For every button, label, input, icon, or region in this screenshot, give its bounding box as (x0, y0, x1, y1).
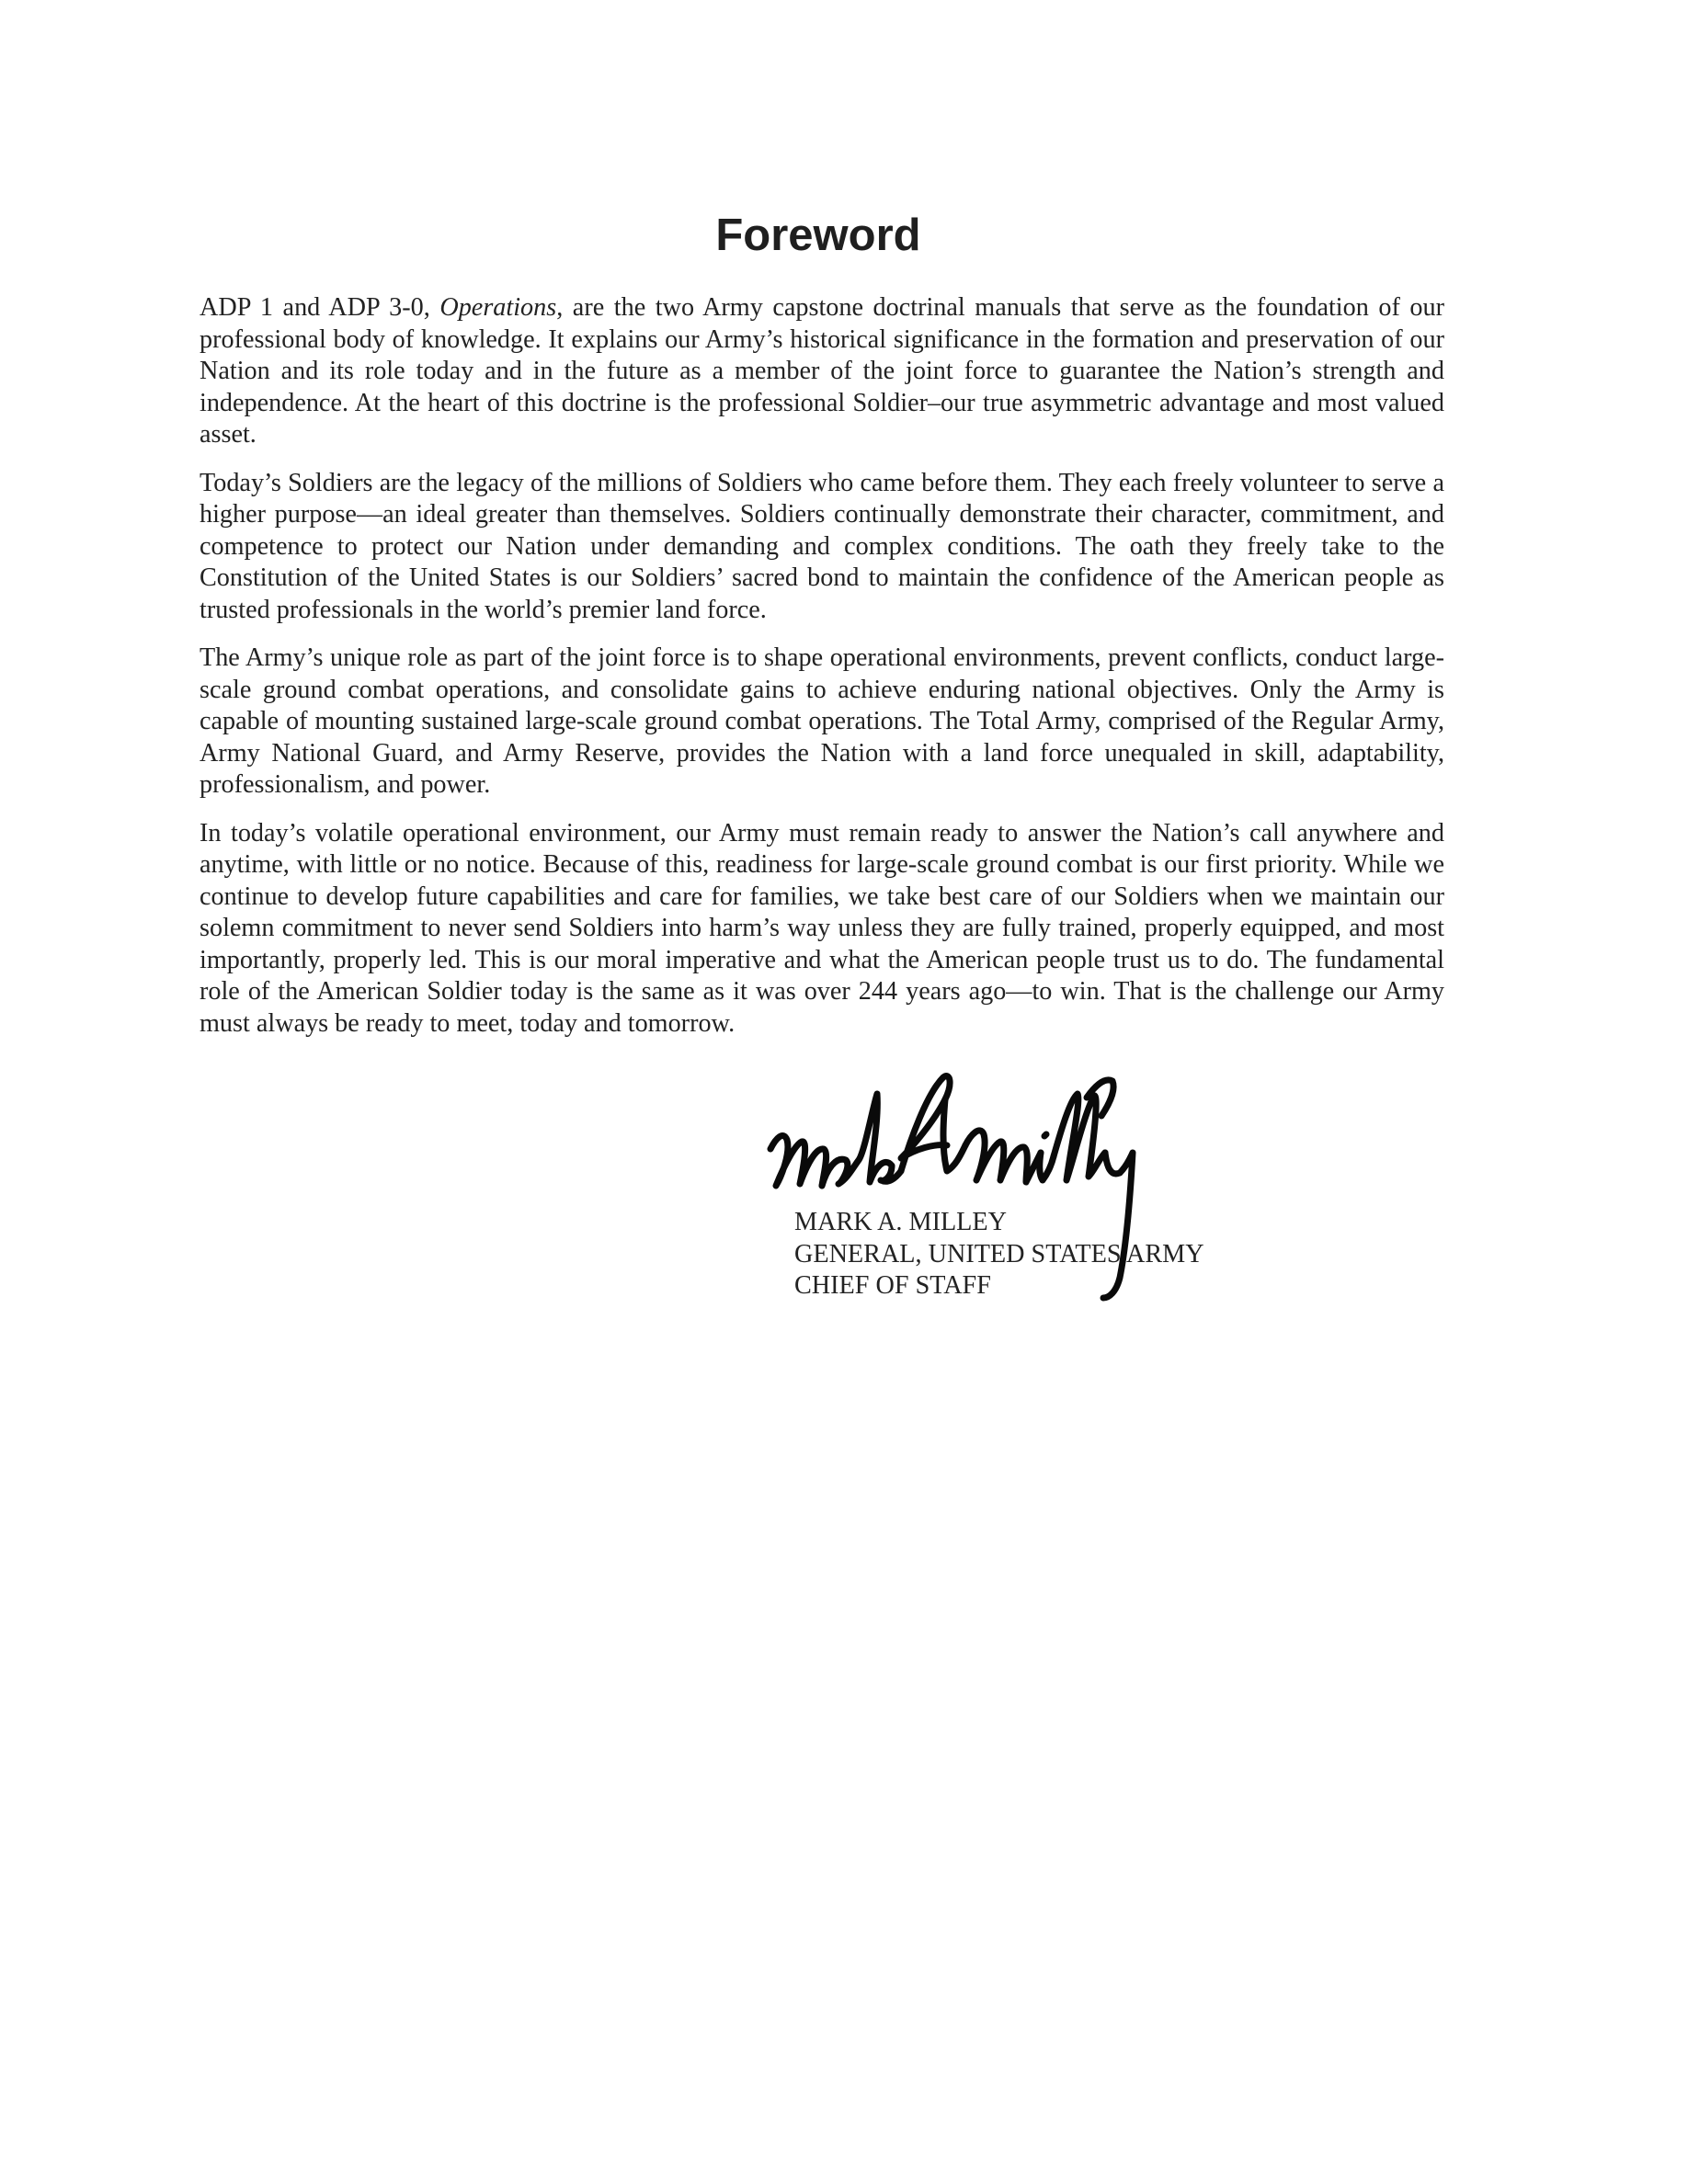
paragraph-3: The Army’s unique role as part of the joint force is to shape operational environments, prevent conflicts, conduct large-scale ground combat operations, and consolidate gains to achieve enduring national objectives. Only the Army is capable of mounting sustained large-scale ground combat operations. The Total Army, comprised of the Regular Army, Army National Guard, and Army Reserve, provides the Nation with a land force unequaled in skill, adaptability, professionalism, and power. (200, 643, 1444, 799)
signatory-rank: GENERAL, UNITED STATES ARMY (794, 1239, 1204, 1268)
publication-title: Operations (439, 293, 557, 322)
signatory-name: MARK A. MILLEY (794, 1208, 1007, 1236)
signatory-position: CHIEF OF STAFF (794, 1271, 991, 1300)
paragraph-1 (200, 292, 1444, 451)
page-title: Foreword (715, 210, 921, 260)
paragraph-1-lead: ADP 1 and ADP 3-0, (200, 293, 440, 322)
signature-block (794, 1207, 1204, 1302)
paragraph-4: In today’s volatile operational environment, our Army must remain ready to answer the Nation’s call anywhere and anytime, with little or no notice. Because of this, readiness for large-scale ground combat is our first priority. While we continue to develop future capabilities and care for families, we take best care of our Soldiers when we maintain our solemn commitment to never send Soldiers into harm’s way unless they are fully trained, properly equipped, and most importantly, properly led. This is our moral imperative and what the American people trust us to do. The fundamental role of the American Soldier today is the same as it was over 244 years ago—to win. That is the challenge our Army must always be ready to meet, today and tomorrow. (200, 818, 1444, 1038)
paragraph-1-rest: , are the two Army capstone doctrinal manuals that serve as the foundation of our professional body of knowledge. It explains our Army’s historical significance in the formation and preservation of our Nation and its role today and in the future as a member of the joint force to guarantee the Nation’s strength and independence. At the heart of this doctrine is the professional Soldier–our true asymmetric advantage and most valued asset. (200, 293, 1445, 449)
foreword-body (200, 292, 1444, 1056)
paragraph-2: Today’s Soldiers are the legacy of the millions of Soldiers who came before them. They each freely volunteer to serve a higher purpose—an ideal greater than themselves. Soldiers continually demonstrate their character, commitment, and competence to protect our Nation under demanding and complex conditions. The oath they freely take to the Constitution of the United States is our Soldiers’ sacred bond to maintain the confidence of the American people as trusted professionals in the world’s premier land force. (200, 468, 1444, 624)
